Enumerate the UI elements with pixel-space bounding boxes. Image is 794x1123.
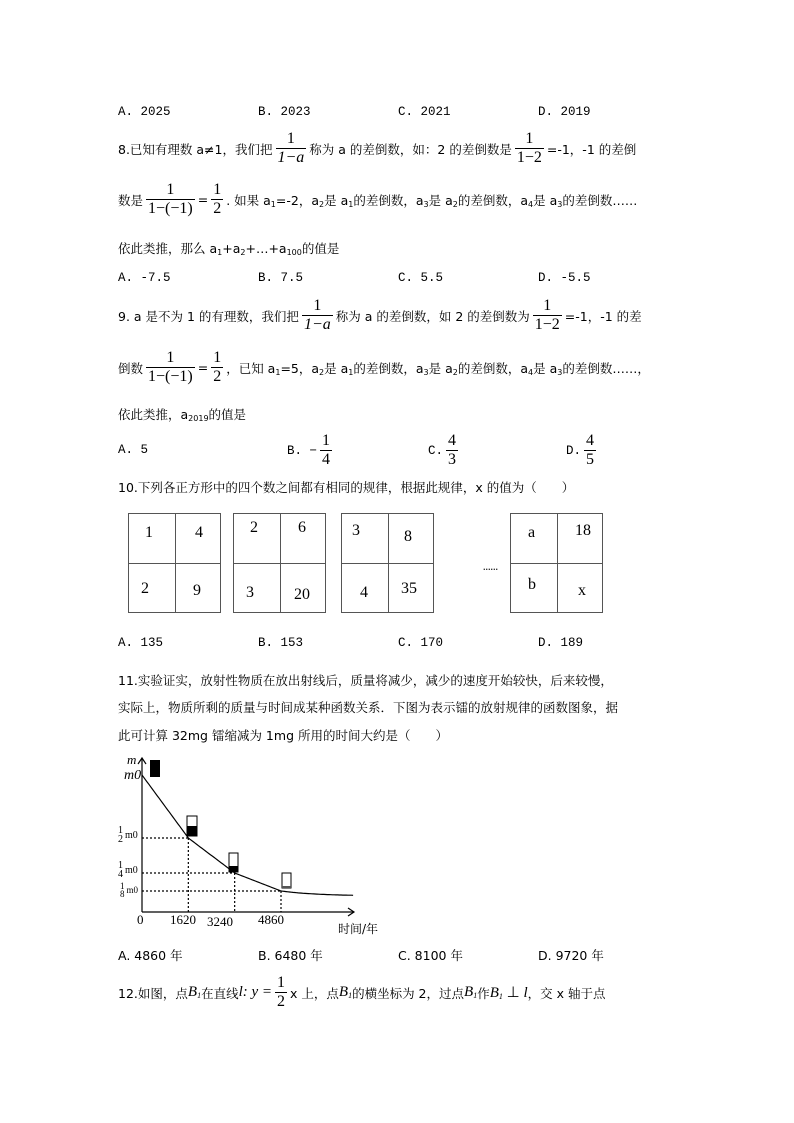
text: . 如果 $a_1=-2$，$a_2$是 $a_1$的差倒数，$a_3$是 $a_2$的差倒数，$a_4$是 $a_3$的差倒数…… bbox=[226, 192, 638, 209]
q9-option-a: A. 5 bbox=[118, 443, 149, 457]
q9-option-c: C. $\frac{4}{3}$ bbox=[428, 432, 457, 468]
text: ，交 x 轴于点 bbox=[527, 985, 606, 1001]
grid-cell: 4 bbox=[360, 584, 368, 601]
jar-icons bbox=[150, 760, 291, 888]
q10-option-a: A. 135 bbox=[118, 636, 164, 650]
denominator: 1−2 bbox=[534, 316, 560, 333]
denominator: 2 bbox=[213, 368, 222, 385]
q11-line-2: 实际上，物质所剩的质量与时间成某种函数关系．下图为表示镭的放射规律的函数图象，据 bbox=[118, 700, 619, 715]
x-tick-4860: 4860 bbox=[258, 912, 284, 927]
grid-cell: x bbox=[578, 582, 586, 599]
grid-cell: a bbox=[528, 524, 536, 541]
q11-option-d: D. 9720 年 bbox=[538, 948, 604, 963]
x-tick-1620: 1620 bbox=[170, 912, 196, 927]
q11-line-3: 此可计算 32mg 镭缩减为 1mg 所用的时间大约是（ ） bbox=[118, 728, 448, 743]
q10-option-b: B. 153 bbox=[258, 636, 304, 650]
y-tick-quarter: 1 4 m0 bbox=[118, 860, 138, 880]
numerator: 1 bbox=[313, 297, 322, 314]
grid-cell: 3 bbox=[352, 522, 360, 539]
text: 称为 a 的差倒数，如 2 的差倒数为 bbox=[335, 308, 530, 324]
y-tick-eighth: 1 8 m0 bbox=[120, 881, 139, 899]
q7-option-a: A. 2025 bbox=[118, 105, 171, 119]
text: ，已知 $a_1=5$，$a_2$是 $a_1$的差倒数，$a_3$是 $a_2$的差倒数，$a_4$是 $a_3$的差倒数……， bbox=[226, 360, 650, 377]
numerator: 1 bbox=[166, 181, 175, 198]
ellipsis: …… bbox=[483, 560, 499, 574]
decay-curve bbox=[142, 775, 353, 895]
grid-cell: 35 bbox=[401, 580, 417, 597]
grid-cell: 9 bbox=[193, 582, 201, 599]
grid-cell: 3 bbox=[246, 584, 254, 601]
q7-option-c: C. 2021 bbox=[398, 105, 451, 119]
q9-option-b: B. − $\frac{1}{4}$ bbox=[287, 432, 331, 468]
text: =-1，-1 的差 bbox=[564, 308, 642, 324]
numerator: 1 bbox=[525, 130, 534, 147]
jar-icon-eighth bbox=[282, 873, 291, 888]
numerator: 1 bbox=[543, 297, 552, 314]
y-tick-m0: m0 bbox=[124, 768, 142, 783]
grid-cell: 2 bbox=[141, 580, 149, 597]
q11-option-c: C. 8100 年 bbox=[398, 948, 463, 963]
numerator: 1 bbox=[213, 181, 222, 198]
numerator: 1 bbox=[213, 349, 222, 366]
q12-line-1: 12.如图，点 $B_1$ 在直线 l: y = $\frac{1}{2}$ x 上，点 $B_1$ 的横坐标为 2，过点 $B_1$ 作 $B_1$ ⊥ l ，交 x 轴于点 bbox=[118, 974, 606, 1010]
q10-option-d: D. 189 bbox=[538, 636, 584, 650]
text: 8.已知有理数 a≠1，我们把 bbox=[118, 141, 273, 157]
text: 作 bbox=[477, 985, 490, 1001]
text: 依此类推，那么 $a_1+a_2+\dots+a_{100}$的值是 bbox=[118, 241, 340, 257]
y-tick-half: 1 2 m0 bbox=[118, 825, 138, 845]
x-axis-label: 时间/年 bbox=[338, 922, 379, 936]
denominator: 1−(−1) bbox=[148, 368, 193, 385]
grid-cell: 4 bbox=[195, 524, 203, 541]
denominator: 1−(−1) bbox=[148, 200, 193, 217]
text: 的横坐标为 2，过点 bbox=[352, 985, 465, 1001]
text: 数是 bbox=[118, 192, 144, 208]
grid-cell: b bbox=[528, 576, 536, 593]
jar-icon-full bbox=[150, 760, 160, 777]
grid-cell: 20 bbox=[294, 586, 310, 603]
fraction: $\frac{1}{2}$ bbox=[277, 974, 286, 1010]
equals: = bbox=[197, 192, 209, 207]
q8-option-d: D. -5.5 bbox=[538, 271, 591, 285]
q8-option-c: C. 5.5 bbox=[398, 271, 444, 285]
q11-option-a: A. 4860 年 bbox=[118, 948, 183, 963]
q11-option-b: B. 6480 年 bbox=[258, 948, 323, 963]
q7-option-b: B. 2023 bbox=[258, 105, 311, 119]
grid-cell: 8 bbox=[404, 528, 412, 545]
x-tick-3240: 3240 bbox=[207, 914, 233, 929]
q10-stem: 10.下列各正方形中的四个数之间都有相同的规律，根据此规律，x 的值为（ ） bbox=[118, 480, 575, 495]
q9-option-d: D. $\frac{4}{5}$ bbox=[566, 432, 595, 468]
text: 依此类推，$a_{2019}$的值是 bbox=[118, 407, 247, 423]
text: 在直线 bbox=[201, 985, 239, 1001]
denominator: 1−a bbox=[303, 316, 331, 333]
q11-line-1: 11.实验证实，放射性物质在放出射线后，质量将减少，减少的速度开始较快，后来较慢， bbox=[118, 673, 613, 688]
text: 倒数 bbox=[118, 360, 144, 376]
grid-cell: 18 bbox=[575, 522, 591, 539]
denominator: 1−a bbox=[277, 149, 305, 166]
q7-option-d: D. 2019 bbox=[538, 105, 591, 119]
q10-option-c: C. 170 bbox=[398, 636, 444, 650]
q8-option-b: B. 7.5 bbox=[258, 271, 304, 285]
x-tick-0: 0 bbox=[137, 912, 144, 927]
numerator: 1 bbox=[286, 130, 295, 147]
text: 12.如图，点 bbox=[118, 985, 188, 1001]
denominator: 1−2 bbox=[516, 149, 542, 166]
q8-option-a: A. -7.5 bbox=[118, 271, 171, 285]
text: =-1，-1 的差倒 bbox=[546, 141, 637, 157]
numerator: 1 bbox=[166, 349, 175, 366]
equals: = bbox=[197, 360, 209, 375]
y-axis-label: m bbox=[127, 752, 137, 767]
text: 9. a 是不为 1 的有理数，我们把 bbox=[118, 308, 299, 324]
grid-cell: 1 bbox=[145, 524, 153, 541]
grid-cell: 6 bbox=[298, 519, 306, 536]
text: 称为 a 的差倒数，如：2 的差倒数是 bbox=[309, 141, 512, 157]
text: x 上，点 bbox=[290, 985, 339, 1001]
denominator: 2 bbox=[213, 200, 222, 217]
grid-cell: 2 bbox=[250, 519, 258, 536]
